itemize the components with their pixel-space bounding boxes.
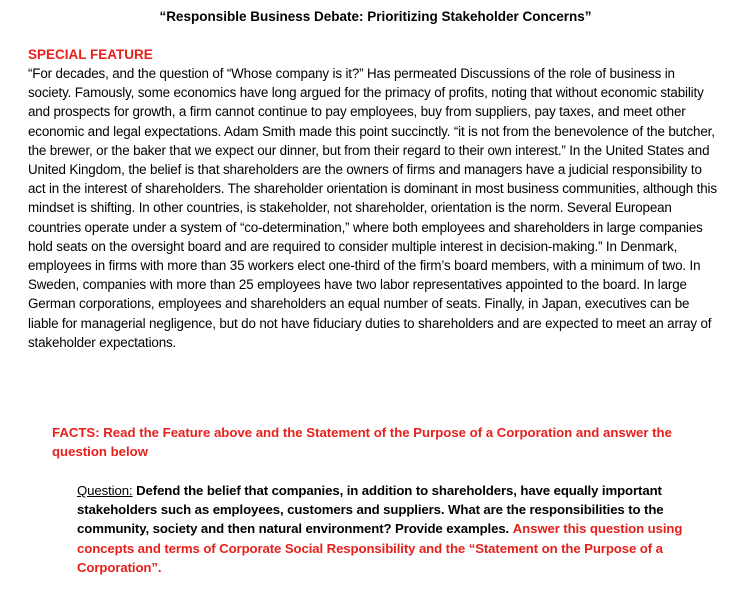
question-label: Question: <box>77 483 133 498</box>
facts-instruction: FACTS: Read the Feature above and the Statement of the Purpose of a Corporation and answer the question below <box>52 425 672 459</box>
question-instruction: Answer this question using concepts and terms of Corporate Social Responsibility and the “Statement on the Purpose of a Corporation”. <box>77 521 683 575</box>
document-title: “Responsible Business Debate: Prioritizing Stakeholder Concerns” <box>159 9 592 24</box>
question-text: Defend the belief that companies, in addition to shareholders, have equally important stakeholders such as employees, customers and suppliers. What are the responsibilities to the community, society and then natural environment? Provide examples. <box>77 483 664 537</box>
feature-body: “For decades, and the question of “Whose company is it?” Has permeated Discussions of the role of business in society. Famously, some economics have long argued for the primacy of profits, noting that without economic stability and prospects for growth, a firm cannot continue to pay employees, buy from suppliers, pay taxes, and meet other economic and legal expectations. Adam Smith made this point succinctly. “it is not from the benevolence of the butcher, the brewer, or the baker that we expect our dinner, but from their regard to their own interest.” In the United States and United Kingdom, the belief is that shareholders are the owners of firms and managers have a judicial responsibility to act in the interest of shareholders. The shareholder orientation is dominant in most business communities, although this mindset is shifting. In other countries, is stakeholder, not shareholder, orientation is the norm. Several European countries operate under a system of “co-determination,” where both employees and shareholders in large companies hold seats on the oversight board and are required to consider multiple interest in decision-making.” In Denmark, employees in firms with more than 35 workers elect one-third of the firm’s board members, with a minimum of two. In Sweden, companies with more than 25 employees have two labor representatives appointed to the board. In large German corporations, employees and shareholders an equal number of seats. Finally, in Japan, executives can be liable for managerial negligence, but do not have fiduciary duties to shareholders and are expected to meet an array of stakeholder expectations. <box>28 66 717 350</box>
question-block <box>77 481 697 577</box>
feature-heading: SPECIAL FEATURE <box>28 47 153 62</box>
